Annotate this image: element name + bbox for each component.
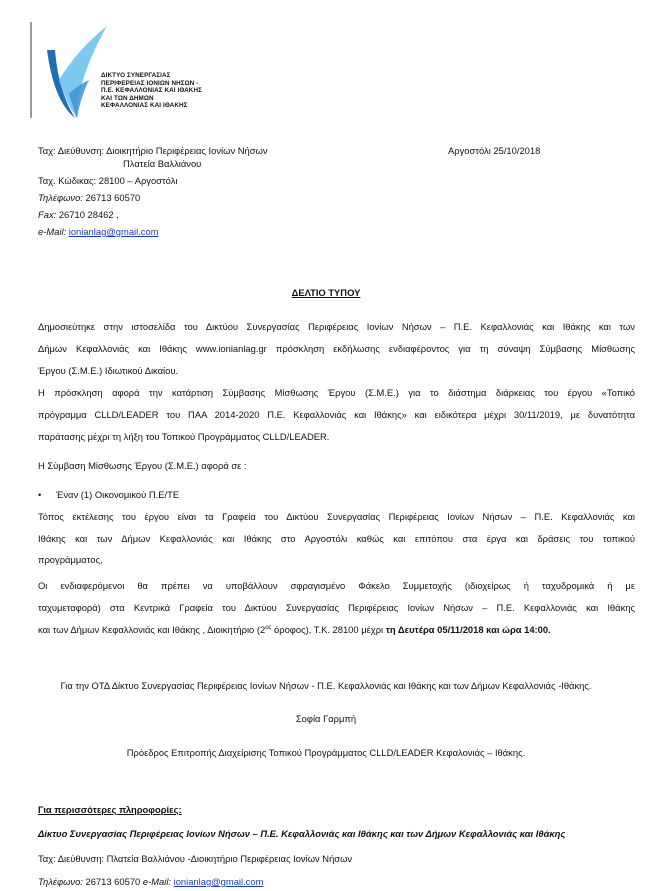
phone-line: [38, 192, 140, 204]
deadline-line: [38, 624, 551, 636]
deadline-date: τη Δευτέρα 05/11/2018 και ώρα 14:00.: [385, 624, 551, 635]
logo: [29, 20, 259, 120]
sign-organization: Για την ΟΤΔ Δίκτυο Συνεργασίας Περιφέρειας Ιονίων Νήσων - Π.Ε. Κεφαλλονιάς και Ιθάκης και των Δήμων Κεφαλλονιάς -Ιθάκης.: [60, 680, 592, 691]
phone-label: Τηλέφωνο:: [38, 192, 83, 203]
body-line: προγράμματος,: [38, 554, 103, 565]
logo-line: ΚΑΙ ΤΩΝ ΔΗΜΩΝ: [101, 94, 154, 102]
floor-superscript: ος: [265, 624, 272, 631]
body-line: Ιθάκης και των Δήμων Κεφαλλονιάς και Ιθάκης στο Αργοστόλι καθώς και επιτόπου στα έργα και δράσεις του τοπικού: [38, 533, 635, 544]
document-date: Αργοστόλι 25/10/2018: [448, 145, 541, 156]
body-line: Έργου (Σ.Μ.Ε.) Ιδιωτικού Δικαίου.: [38, 365, 179, 376]
footer-address: Ταχ: Διεύθυνση: Πλατεία Βαλλιάνου -Διοικητήριο Περιφέρειας Ιονίων Νήσων: [38, 853, 353, 864]
body-line: Η Σύμβαση Μίσθωσης Έργου (Σ.Μ.Ε.) αφορά σε :: [38, 460, 247, 471]
logo-line: ΔΙΚΤΥΟ ΣΥΝΕΡΓΑΣΙΑΣ: [101, 72, 171, 79]
phone-value: 26713 60570: [82, 192, 141, 203]
fax-label: Fax:: [38, 209, 57, 220]
body-line: Οι ενδιαφερόμενοι θα πρέπει να υποβάλλουν σφραγισμένο Φάκελο Συμμετοχής (ιδιοχείρως ή ταχυδρομικά ή με: [38, 580, 635, 591]
body-line: Δήμων Κεφαλλονιάς και Ιθάκης www.ionianlag.gr πρόσκληση εκδήλωσης ενδιαφέροντος για τη σύναψη Σύμβασης Μίσθωσης: [38, 343, 635, 354]
footer-phone-label: Τηλέφωνο:: [38, 876, 83, 887]
body-line: ταχυμεταφορά) στα Κεντρικά Γραφεία του Δικτύου Συνεργασίας Περιφέρειας Ιονίων Νήσων – Π.Ε. Κεφαλλονιάς και Ιθάκης: [38, 602, 635, 613]
logo-line: ΠΕΡΙΦΕΡΕΙΑΣ ΙΟΝΙΩΝ ΝΗΣΩΝ -: [101, 79, 199, 87]
page-title: ΔΕΛΤΙΟ ΤΥΠΟΥ: [291, 287, 361, 298]
fax-value: 26710 28462 ,: [56, 209, 119, 220]
email-link[interactable]: ionianlag@gmail.com: [68, 226, 159, 237]
sign-name: Σοφία Γαρμπή: [295, 713, 357, 724]
footer-phone-value: 26713 60570: [82, 876, 143, 887]
bullet-item: Έναν (1) Οικονομικού Π.Ε/ΤΕ: [56, 489, 180, 500]
logo-text: [101, 72, 202, 110]
bullet-icon: •: [38, 489, 42, 500]
logo-line: ΚΕΦΑΛΛΟΝΙΑΣ ΚΑΙ ΙΘΑΚΗΣ: [101, 102, 188, 110]
footer-heading: Για περισσότερες πληροφορίες:: [38, 804, 182, 815]
footer-organization: Δίκτυο Συνεργασίας Περιφέρειας Ιονίων Νήσων – Π.Ε. Κεφαλλονιάς και Ιθάκης και των Δήμων Κεφαλλονιάς και Ιθάκης: [38, 828, 566, 839]
address-square: Πλατεία Βαλλιάνου: [123, 158, 202, 169]
fax-line: [38, 209, 119, 221]
email-label: e-Mail:: [38, 226, 67, 237]
footer-email-label: e-Mail:: [142, 876, 172, 887]
body-line: Δημοσιεύτηκε στην ιστοσελίδα του Δικτύου Συνεργασίας Περιφέρειας Ιονίων Νήσων – Π.Ε. Κεφαλλονιάς και Ιθάκης και των: [38, 321, 635, 332]
footer-email-link[interactable]: ionianlag@gmail.com: [173, 876, 264, 887]
footer-contact: [38, 876, 263, 888]
postal-code: Ταχ. Κώδικας: 28100 – Αργοστόλι: [38, 175, 178, 186]
address-line: Ταχ: Διεύθυνση: Διοικητήριο Περιφέρειας Ιονίων Νήσων: [38, 145, 268, 156]
body-line: παράτασης μέχρι τη λήξη του Τοπικού Προγράμματος CLLD/LEADER.: [38, 431, 330, 442]
body-line: Η πρόσκληση αφορά την κατάρτιση Σύμβασης Μίσθωσης Έργου (Σ.Μ.Ε.) για το διάστημα διάρκειας του έργου «Τοπικό: [38, 387, 635, 398]
deadline-text-a: και των Δήμων Κεφαλλονιάς και Ιθάκης , Διοικητήριο (2: [38, 624, 266, 635]
email-line: [38, 226, 159, 238]
logo-mark-icon: [29, 20, 109, 120]
body-line: πρόγραμμα CLLD/LEADER του ΠΑΑ 2014-2020 Π.Ε. Κεφαλλονιάς και Ιθάκης» και ειδικότερα μέχρι 30/11/2019, με δυνατότητα: [38, 409, 635, 420]
body-line: Τόπος εκτέλεσης του έργου είναι τα Γραφεία του Δικτύου Συνεργασίας Περιφέρειας Ιονίων Νήσων – Π.Ε. Κεφαλλονιάς και: [38, 511, 635, 522]
logo-line: Π.Ε. ΚΕΦΑΛΛΟΝΙΑΣ ΚΑΙ ΙΘΑΚΗΣ: [101, 87, 202, 95]
sign-role: Πρόεδρος Επιτροπής Διαχείρισης Τοπικού Προγράμματος CLLD/LEADER Κεφαλονιάς – Ιθάκης.: [126, 747, 526, 758]
deadline-text-b: όροφος), Τ.Κ. 28100 μέχρι: [271, 624, 386, 635]
